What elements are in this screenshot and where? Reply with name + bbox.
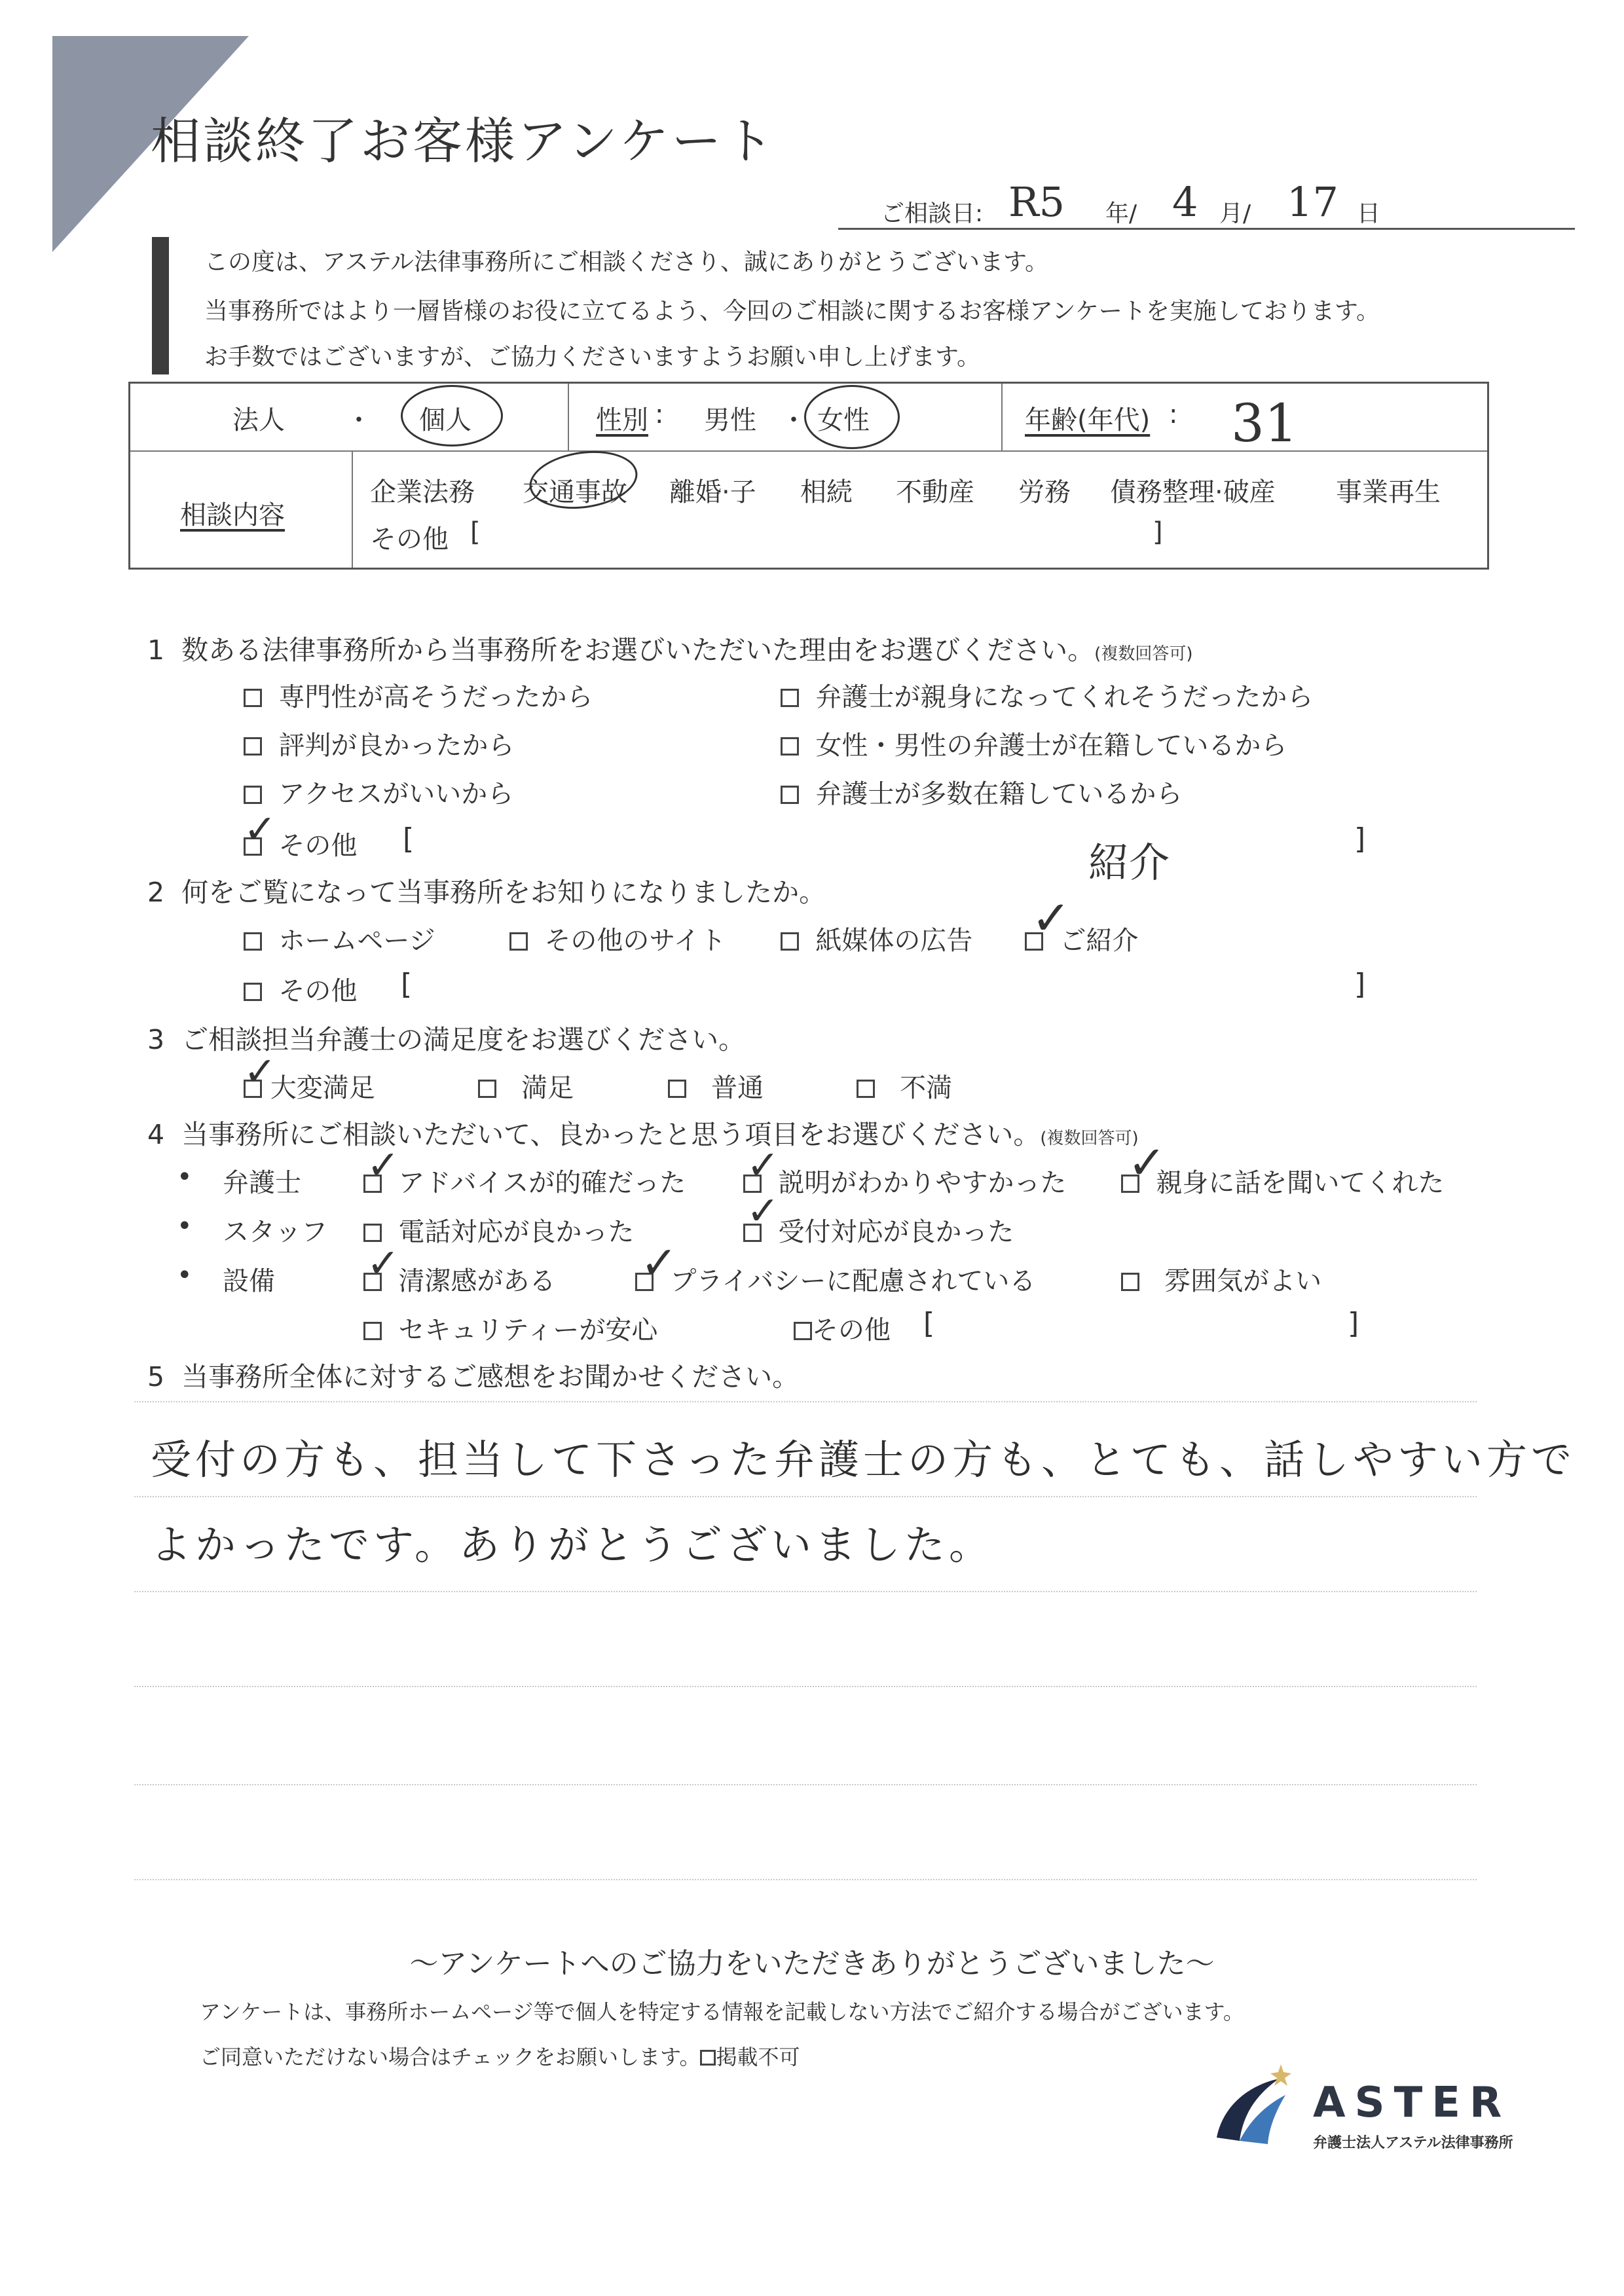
- q1-option-access[interactable]: アクセスがいいから: [244, 773, 513, 811]
- checkbox[interactable]: [244, 932, 262, 951]
- q2-other-close: ]: [1354, 968, 1366, 1001]
- q4-facility-clean[interactable]: 清潔感がある: [363, 1260, 555, 1298]
- bullet: •: [177, 1162, 193, 1192]
- q4-facility-security[interactable]: セキュリティーが安心: [363, 1309, 657, 1347]
- date-day-value: 17: [1287, 178, 1338, 226]
- q4-heading: 4 当事務所にご相談いただいて、良かったと思う項目をお選びください。(複数回答可): [147, 1119, 1139, 1150]
- q2-heading: 2 何をご覧になって当事務所をお知りになりましたか。: [147, 877, 826, 908]
- intro-accent-bar: [152, 237, 169, 374]
- corp-individual-separator: ・: [346, 405, 372, 435]
- privacy-note: アンケートは、事務所ホームページ等で個人を特定する情報を記載しない方法でご紹介する場合がございます。: [200, 1999, 1244, 2024]
- consult-label: 相談内容: [180, 500, 285, 530]
- q1-other-open: [: [403, 822, 415, 856]
- q2-other-open: [: [401, 968, 413, 1001]
- q1-option-reputation[interactable]: 評判が良かったから: [244, 725, 514, 762]
- gender-separator: ・: [781, 405, 807, 435]
- category-other-label: その他: [370, 524, 449, 555]
- q4-privacy-check-mark: ✓: [640, 1237, 678, 1289]
- q1-option-caring-lawyer[interactable]: 弁護士が親身になってくれそうだったから: [781, 676, 1313, 714]
- comment-line: [134, 1591, 1477, 1592]
- checkbox[interactable]: [781, 689, 799, 707]
- checkbox[interactable]: [363, 1322, 382, 1340]
- checkbox[interactable]: [244, 737, 262, 756]
- q4-lawyer-label: 弁護士: [223, 1168, 301, 1198]
- female-circle-mark: [804, 385, 900, 449]
- male-option[interactable]: 男性: [704, 405, 756, 435]
- category-other-open: [: [470, 517, 481, 547]
- q1-option-expertise[interactable]: 専門性が高そうだったから: [244, 676, 593, 714]
- survey-title: 相談終了お客様アンケート: [151, 112, 777, 170]
- intro-line-2: 当事務所ではより一層皆様のお役に立てるよう、今回のご相談に関するお客様アンケートを実施しております。: [204, 298, 1380, 325]
- checkbox[interactable]: [794, 1322, 812, 1340]
- q4-staff-phone[interactable]: 電話対応が良かった: [363, 1211, 634, 1248]
- thanks-message: 〜アンケートへのご協力をいただきありがとうございました〜: [409, 1947, 1215, 1980]
- female-option[interactable]: 女性: [817, 405, 870, 435]
- q2-referral-check-mark: ✓: [1031, 890, 1071, 945]
- q3-very-satisfied-check-mark: ✓: [244, 1049, 277, 1095]
- corp-option[interactable]: 法人: [232, 405, 285, 435]
- comment-line: [134, 1879, 1477, 1880]
- q4-staff-label: スタッフ: [223, 1217, 327, 1247]
- q2-option-other[interactable]: その他: [244, 970, 357, 1008]
- q3-option-dissatisfied[interactable]: 不満: [857, 1067, 952, 1104]
- q1-other-handwritten: 紹介: [1088, 839, 1170, 886]
- aster-logo-subtitle: 弁護士法人アステル法律事務所: [1313, 2135, 1513, 2151]
- q4-facility-label: 設備: [223, 1266, 275, 1296]
- aster-logo-text: ASTER: [1313, 2079, 1511, 2127]
- checkbox[interactable]: [781, 786, 799, 804]
- q5-heading: 5 当事務所全体に対するご感想をお聞かせください。: [147, 1361, 800, 1393]
- q4-explanation-check-mark: ✓: [747, 1142, 780, 1188]
- q4-staff-reception[interactable]: 受付対応が良かった: [743, 1211, 1014, 1248]
- q1-heading: 1 数ある法律事務所から当事務所をお選びいただいた理由をお選びください。(複数回答可): [147, 634, 1193, 666]
- comment-line: [134, 1686, 1477, 1687]
- date-year-value: R5: [1008, 178, 1065, 226]
- comment-line: [134, 1401, 1477, 1402]
- q1-other-close: ]: [1354, 822, 1366, 856]
- q4-reception-check-mark: ✓: [747, 1188, 780, 1234]
- q4-other-close: ]: [1348, 1307, 1359, 1340]
- category-labor[interactable]: 労務: [1018, 477, 1071, 507]
- checkbox[interactable]: [478, 1080, 496, 1098]
- comment-line: [134, 1496, 1477, 1497]
- q4-lawyer-advice[interactable]: アドバイスが的確だった: [363, 1162, 686, 1199]
- q3-option-very-satisfied[interactable]: 大変満足: [244, 1067, 375, 1104]
- q1-option-gender-lawyers[interactable]: 女性・男性の弁護士が在籍しているから: [781, 725, 1287, 762]
- gender-label: 性別: [596, 405, 648, 435]
- category-traffic-accident[interactable]: 交通事故: [523, 477, 627, 507]
- age-label: 年齢(年代): [1025, 405, 1151, 435]
- no-publish-checkbox[interactable]: [700, 2050, 716, 2066]
- q3-option-satisfied[interactable]: 満足: [478, 1067, 574, 1104]
- checkbox[interactable]: [363, 1224, 382, 1242]
- intro-line-1: この度は、アステル法律事務所にご相談くださり、誠にありがとうございます。: [204, 249, 1049, 276]
- q4-facility-other[interactable]: その他: [794, 1309, 891, 1347]
- age-value: 31: [1231, 393, 1298, 454]
- category-business-rehab[interactable]: 事業再生: [1336, 477, 1441, 507]
- checkbox[interactable]: [668, 1080, 686, 1098]
- date-label: ご相談日:: [881, 200, 984, 227]
- q1-option-other[interactable]: その他: [244, 825, 357, 862]
- category-divorce[interactable]: 離婚·子: [669, 477, 756, 507]
- individual-option[interactable]: 個人: [419, 405, 471, 435]
- q4-clean-check-mark: ✓: [367, 1241, 400, 1286]
- age-colon: :: [1169, 399, 1178, 429]
- consent-note: ご同意いただけない場合はチェックをお願いします。 掲載不可: [200, 2045, 800, 2069]
- date-day-unit: 日: [1357, 200, 1381, 227]
- q1-other-check-mark: ✓: [244, 807, 277, 852]
- category-corporate[interactable]: 企業法務: [370, 477, 475, 507]
- date-month-value: 4: [1172, 178, 1198, 226]
- q2-option-referral[interactable]: ご紹介: [1025, 920, 1138, 957]
- q4-advice-check-mark: ✓: [367, 1142, 400, 1188]
- date-year-unit: 年/: [1105, 200, 1137, 227]
- comment-handwritten-line-1: 受付の方も、担当して下さった弁護士の方も、とても、話しやすい方で: [151, 1436, 1576, 1484]
- q4-lawyer-listening[interactable]: 親身に話を聞いてくれた: [1121, 1162, 1444, 1199]
- q3-heading: 3 ご相談担当弁護士の満足度をお選びください。: [147, 1024, 746, 1055]
- checkbox[interactable]: [244, 786, 262, 804]
- checkbox[interactable]: [857, 1080, 875, 1098]
- q4-facility-atmosphere[interactable]: 雰囲気がよい: [1121, 1260, 1321, 1298]
- category-inheritance[interactable]: 相続: [800, 477, 853, 507]
- comment-handwritten-line-2: よかったです。ありがとうございました。: [151, 1521, 994, 1569]
- q2-option-other-site[interactable]: その他のサイト: [509, 920, 726, 957]
- q4-facility-privacy[interactable]: プライバシーに配慮されている: [635, 1260, 1035, 1298]
- date-underline: [838, 228, 1575, 230]
- date-month-unit: 月/: [1219, 200, 1251, 227]
- q4-listening-check-mark: ✓: [1128, 1136, 1166, 1190]
- q2-option-homepage[interactable]: ホームページ: [244, 920, 435, 957]
- individual-circle-mark: [401, 385, 503, 446]
- checkbox[interactable]: [781, 737, 799, 756]
- q4-other-open: [: [923, 1307, 935, 1340]
- checkbox[interactable]: [781, 932, 799, 951]
- gender-colon: :: [655, 399, 664, 429]
- q1-option-many-lawyers[interactable]: 弁護士が多数在籍しているから: [781, 773, 1182, 811]
- aster-logo-icon: [1204, 2059, 1302, 2157]
- bullet: •: [177, 1211, 193, 1241]
- bullet: •: [177, 1260, 193, 1290]
- checkbox[interactable]: [244, 689, 262, 707]
- category-real-estate[interactable]: 不動産: [896, 477, 974, 507]
- intro-line-3: お手数ではございますが、ご協力くださいますようお願い申し上げます。: [204, 344, 981, 371]
- comment-line: [134, 1784, 1477, 1785]
- q2-option-paper-ad[interactable]: 紙媒体の広告: [781, 920, 972, 957]
- category-debt[interactable]: 債務整理·破産: [1110, 477, 1276, 507]
- checkbox[interactable]: [244, 983, 262, 1001]
- q3-option-neutral[interactable]: 普通: [668, 1067, 764, 1104]
- q4-lawyer-explanation[interactable]: 説明がわかりやすかった: [743, 1162, 1066, 1199]
- checkbox[interactable]: [1121, 1273, 1139, 1291]
- category-other-close: ]: [1153, 517, 1163, 547]
- checkbox[interactable]: [509, 932, 528, 951]
